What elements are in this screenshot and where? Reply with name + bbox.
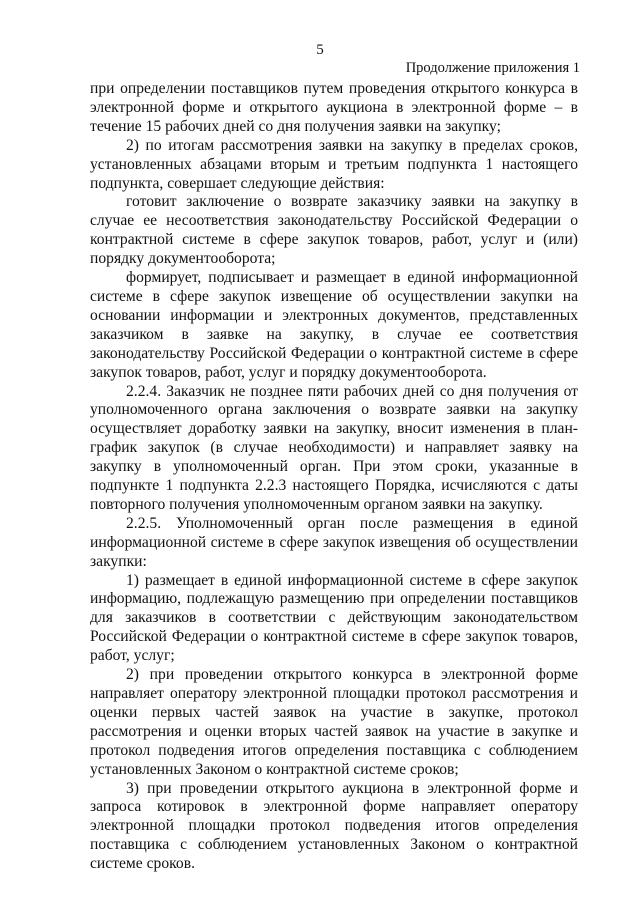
document-body <box>90 80 578 874</box>
paragraph-return-conclusion: готовит заключение о возврате заказчику заявки на закупку в случае ее несоответствия законодательству Российской Федерации о контрактной системе в сфере закупок товаров, работ, услуг и (или) порядку документооборота; <box>90 193 578 268</box>
paragraph-item-1-publishes-info: 1) размещает в единой информационной системе в сфере закупок информацию, подлежащую размещению при определении поставщиков для заказчиков в соответствии с действующим законодательством Российской Федерации о контрактной системе в сфере закупок товаров, работ, услуг; <box>90 571 578 665</box>
paragraph-item-2-open-tender: 2) при проведении открытого конкурса в электронной форме направляет оператору электронной площадки протокол рассмотрения и оценки первых частей заявок на участие в закупке, протокол рассмотрения и оценки вторых частей заявок на участие в закупке и протокол подведения итогов определения поставщика с соблюдением установленных Законом о контрактной системе сроков; <box>90 666 578 778</box>
paragraph-forms-notice: формирует, подписывает и размещает в единой информационной системе в сфере закупок извещение об осуществлении закупки на основании информации и электронных документов, представленных заказчиком в заявке на закупку, в случае ее соответствия законодательству Российской Федерации о контрактной системе в сфере закупок товаров, работ, услуг и порядку документооборота. <box>90 269 578 381</box>
paragraph-item-3-open-auction: 3) при проведении открытого аукциона в электронной форме и запроса котировок в электронной форме направляет оператору электронной площадки протокол подведения итогов определения поставщика с соблюдением установленных Законом о контрактной системе сроков. <box>90 779 578 873</box>
paragraph-item-2-review-results: 2) по итогам рассмотрения заявки на закупку в пределах сроков, установленных абзацами вторым и третьим подпункта 1 настоящего подпункта, совершает следующие действия: <box>90 136 578 192</box>
paragraph-2-2-4: 2.2.4. Заказчик не позднее пяти рабочих дней со дня получения от уполномоченного органа заключения о возврате заявки на закупку осуществляет доработку заявки на закупку, вносит изменения в план-график закупок (в случае необходимости) и направляет заявку на закупку в уполномоченный орган. При этом сроки, указанные в подпункте 1 подпункта 2.2.3 настоящего Порядка, исчисляются с даты повторного получения уполномоченным органом заявки на закупку. <box>90 382 578 513</box>
paragraph-2-2-5: 2.2.5. Уполномоченный орган после размещения в единой информационной системе в сфере закупок извещения об осуществлении закупки: <box>90 514 578 570</box>
page-number: 5 <box>316 42 324 58</box>
appendix-continuation-note: Продолжение приложения 1 <box>405 60 580 76</box>
paragraph-supplier-auction-deadline: при определении поставщиков путем проведения открытого конкурса в электронной форме и открытого аукциона в электронной форме – в течение 15 рабочих дней со дня получения заявки на закупку; <box>90 80 578 135</box>
